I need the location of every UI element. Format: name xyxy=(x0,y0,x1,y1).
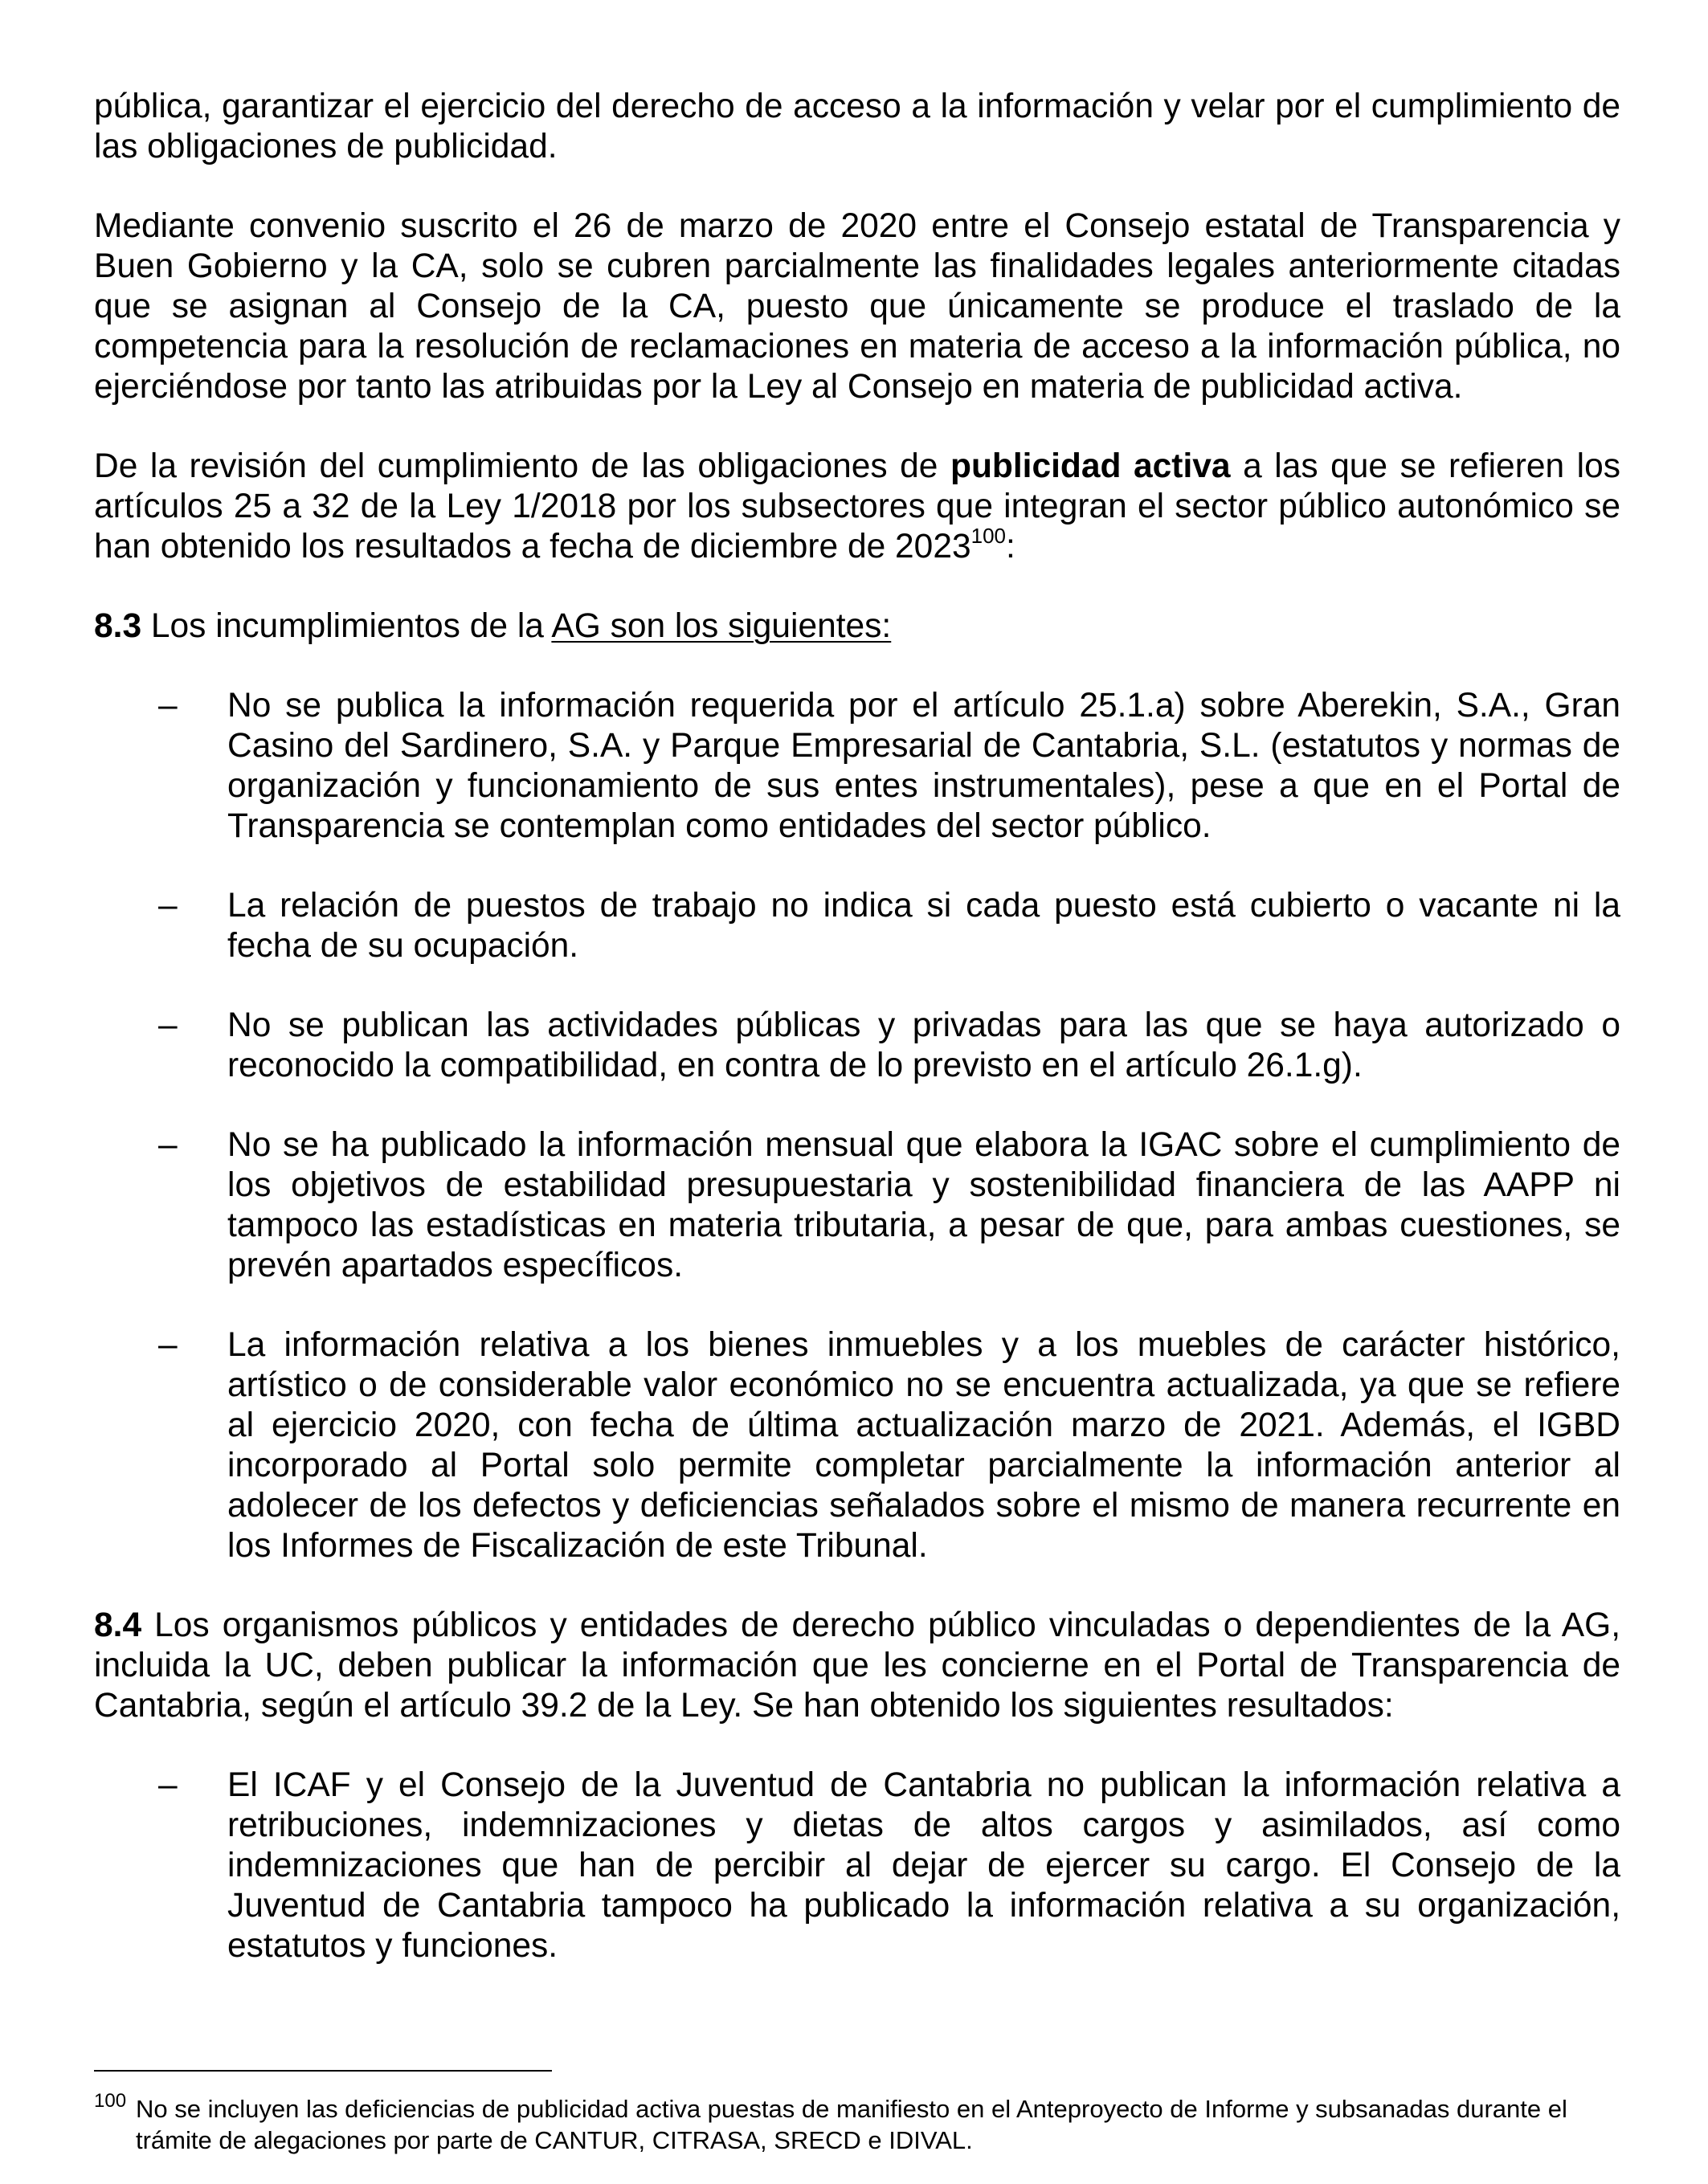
list-item xyxy=(94,1325,1620,1566)
bold-term: publicidad activa xyxy=(950,447,1231,485)
dash-bullet: – xyxy=(158,887,178,925)
paragraph-text: De la revisión del cumplimiento de las obligaciones de xyxy=(94,447,950,485)
footnote-number: 100 xyxy=(94,2090,127,2112)
footnote-text: No se incluyen las deficiencias de publicidad activa puestas de manifiesto en el Anteproyecto de Informe y subsanadas durante el trámite de alegaciones por parte de CANTUR, CITRASA, SRECD e IDIVAL. xyxy=(136,2095,1567,2154)
paragraph-intro: pública, garantizar el ejercicio del derecho de acceso a la información y velar por el cumplimiento de las obligaciones de publicidad. xyxy=(94,88,1620,165)
footnote xyxy=(94,2090,1620,2156)
list-item-text: No se publica la información requerida por el artículo 25.1.a) sobre Aberekin, S.A., Gran Casino del Sardinero, S.A. y Parque Empresarial de Cantabria, S.L. (estatutos y normas de organización y funcionamiento de sus entes instrumentales), pese a que en el Portal de Transparencia se contemplan como entidades del sector público. xyxy=(227,687,1620,845)
list-item-text: El ICAF y el Consejo de la Juventud de Cantabria no publican la información relativa a retribuciones, indemnizaciones y dietas de altos cargos y asimilados, así como indemnizaciones que han de percibir al dejar de ejercer su cargo. El Consejo de la Juventud de Cantabria tampoco ha publicado la información relativa a su organización, estatutos y funciones. xyxy=(227,1766,1620,1965)
footnote-separator xyxy=(94,2070,552,2072)
list-item xyxy=(94,686,1620,847)
dash-bullet: – xyxy=(158,1766,178,1804)
list-item-text: La relación de puestos de trabajo no indica si cada puesto está cubierto o vacante ni la fecha de su ocupación. xyxy=(227,887,1620,965)
document-body xyxy=(94,87,1620,2006)
section-intro-text: Los incumplimientos de la xyxy=(141,607,552,645)
list-8-3 xyxy=(94,686,1620,1566)
section-number: 8.4 xyxy=(94,1606,142,1644)
list-item-text: No se publican las actividades públicas y privadas para las que se haya autorizado o reconocido la compatibilidad, en contra de lo previsto en el artículo 26.1.g). xyxy=(227,1006,1620,1084)
dash-bullet: – xyxy=(158,687,178,725)
section-heading-8-3 xyxy=(94,606,1620,647)
list-item xyxy=(94,1006,1620,1086)
paragraph-publicidad-activa xyxy=(94,447,1620,567)
footnote-reference[interactable]: 100 xyxy=(970,524,1006,548)
underlined-text: AG son los siguientes: xyxy=(551,607,892,645)
section-number: 8.3 xyxy=(94,607,142,645)
dash-bullet: – xyxy=(158,1326,178,1364)
section-heading-8-4 xyxy=(94,1606,1620,1726)
list-item xyxy=(94,1766,1620,1966)
paragraph-text: a las que se refieren los artículos 25 a 32 de la Ley 1/2018 por los subsectores que integran el sector público autonómico se han obtenido los resultados a fecha de diciembre de 2023 xyxy=(94,447,1620,565)
list-8-4 xyxy=(94,1766,1620,1966)
list-item-text: No se ha publicado la información mensual que elabora la IGAC sobre el cumplimiento de los objetivos de estabilidad presupuestaria y sostenibilidad financiera de las AAPP ni tampoco las estadísticas en materia tributaria, a pesar de que, para ambas cuestiones, se prevén apartados específicos. xyxy=(227,1126,1620,1284)
dash-bullet: – xyxy=(158,1006,178,1044)
list-item-text: La información relativa a los bienes inmuebles y a los muebles de carácter histórico, artístico o de considerable valor económico no se encuentra actualizada, ya que se refiere al ejercicio 2020, con fecha de última actualización marzo de 2021. Además, el IGBD incorporado al Portal solo permite completar parcialmente la información anterior al adolecer de los defectos y deficiencias señalados sobre el mismo de manera recurrente en los Informes de Fiscalización de este Tribunal. xyxy=(227,1326,1620,1565)
paragraph-text: : xyxy=(1006,528,1015,565)
paragraph-convenio: Mediante convenio suscrito el 26 de marzo de 2020 entre el Consejo estatal de Transparencia y Buen Gobierno y la CA, solo se cubren parcialmente las finalidades legales anteriormente citadas que se asignan al Consejo de la CA, puesto que únicamente se produce el traslado de la competencia para la resolución de reclamaciones en materia de acceso a la información pública, no ejerciéndose por tanto las atribuidas por la Ley al Consejo en materia de publicidad activa. xyxy=(94,207,1620,406)
list-item xyxy=(94,1125,1620,1286)
section-intro-text: Los organismos públicos y entidades de derecho público vinculadas o dependientes de la AG, incluida la UC, deben publicar la información que les concierne en el Portal de Transparencia de Cantabria, según el artículo 39.2 de la Ley. Se han obtenido los siguientes resultados: xyxy=(94,1606,1620,1725)
dash-bullet: – xyxy=(158,1126,178,1164)
list-item xyxy=(94,886,1620,966)
